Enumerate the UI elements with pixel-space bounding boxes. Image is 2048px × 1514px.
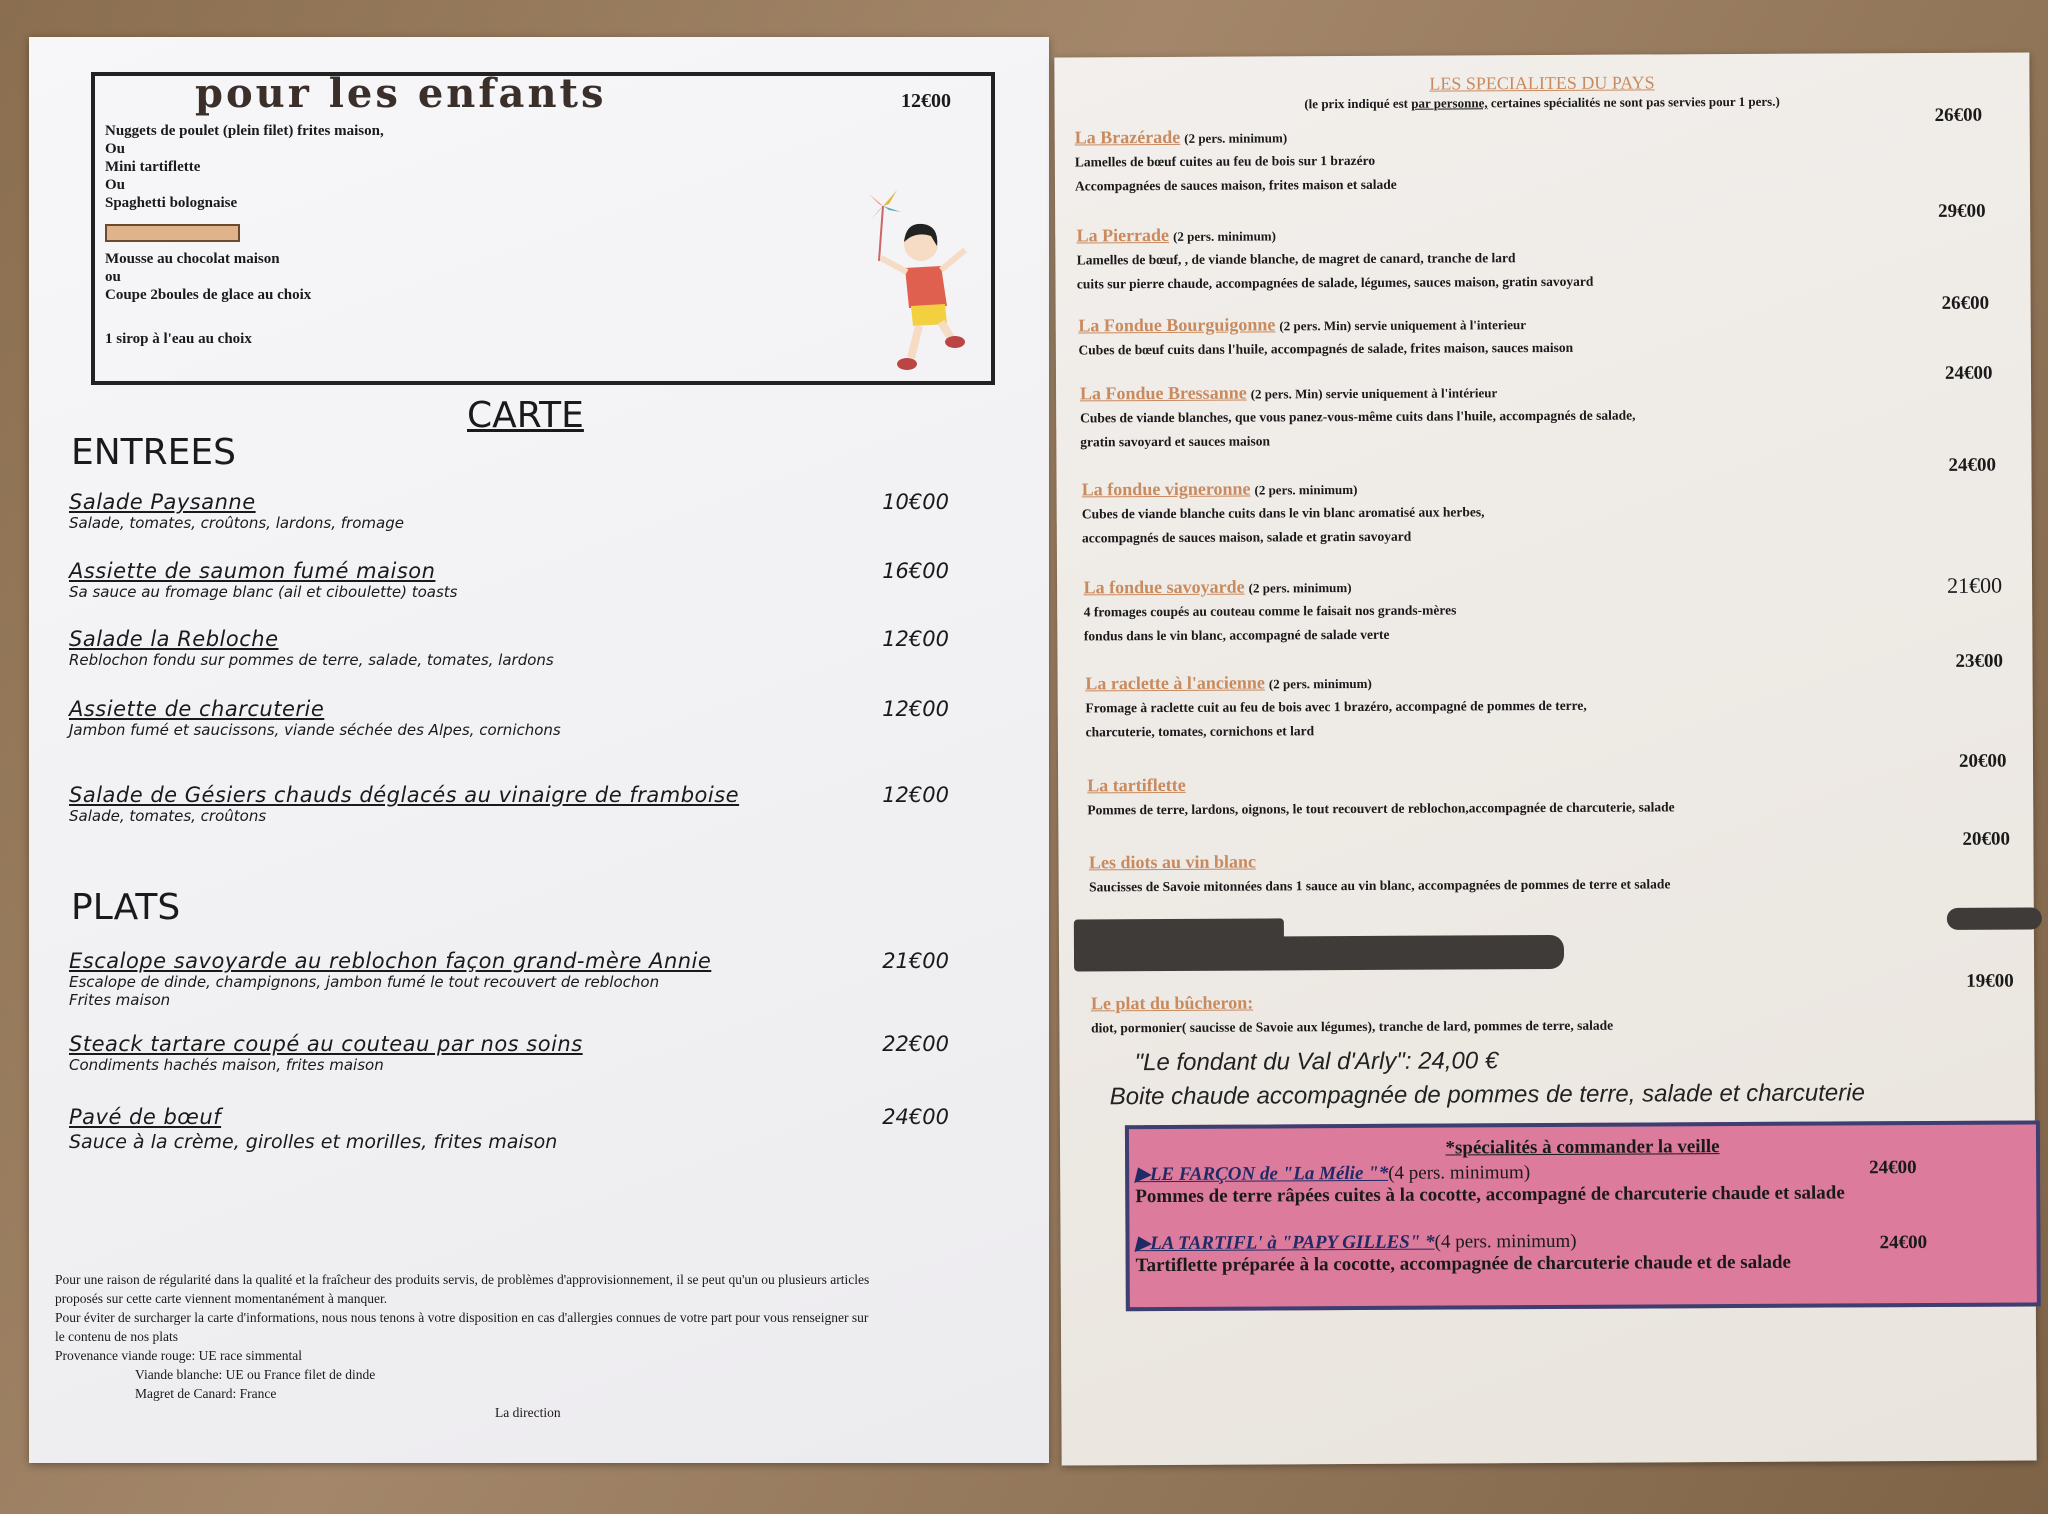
item-name: La fondue savoyarde	[1083, 576, 1245, 598]
item-desc: gratin savoyard et sauces maison	[1080, 433, 1271, 450]
item-name: La Fondue Bourguigonne	[1078, 314, 1276, 336]
item-desc: Salade, tomates, croûtons, lardons, fromage	[69, 514, 404, 532]
item-desc: fondus dans le vin blanc, accompagné de salade verte	[1083, 626, 1390, 644]
signature: La direction	[495, 1405, 561, 1420]
item-name: Pavé de bœuf	[69, 1105, 222, 1129]
kids-menu-box	[91, 72, 995, 385]
item-desc: 4 fromages coupés au couteau comme le faisait nos grands-mères	[1083, 602, 1457, 620]
menu-item	[69, 1105, 1009, 1151]
kids-line: Nuggets de poulet (plein filet) frites maison,	[105, 123, 384, 139]
specialite-item	[1076, 221, 2006, 295]
item-min: (2 pers. minimum)	[1254, 481, 1358, 498]
commander-la-veille-box	[1125, 1120, 2041, 1311]
item-desc: Lamelles de bœuf, , de viande blanche, de magret de canard, tranche de lard	[1076, 250, 1516, 268]
specialite-item	[1091, 989, 2021, 1039]
kids-dessert-line: ou	[105, 269, 121, 285]
item-desc: Sa sauce au fromage blanc (ail et ciboulette) toasts	[69, 583, 458, 601]
item-desc: Cubes de bœuf cuits dans l'huile, accompagnés de salade, frites maison, sauces maison	[1078, 339, 1574, 358]
item-name: Salade de Gésiers chauds déglacés au vinaigre de framboise	[69, 783, 740, 807]
footer-line: Pour éviter de surcharger la carte d'informations, nous nous tenons à votre disposition en cas d'allergies connues de votre part pour vous renseigner sur	[55, 1310, 869, 1325]
item-name: La tartiflette	[1087, 774, 1186, 796]
item-name: La Fondue Bressanne	[1079, 382, 1247, 404]
kids-menu-title: pour les enfants	[195, 70, 607, 117]
item-desc: diot, pormonier( saucisse de Savoie aux légumes), tranche de lard, pommes de terre, salade	[1091, 1017, 1614, 1036]
item-min: (2 pers. minimum)	[1173, 228, 1276, 244]
subtitle-text: (le prix indiqué est	[1304, 95, 1412, 112]
plats-heading: PLATS	[71, 887, 181, 928]
item-desc: Condiments hachés maison, frites maison	[69, 1056, 384, 1074]
kids-line: Mini tartiflette	[105, 159, 201, 175]
item-name: LA TARTIFL' à "PAPY GILLES" *	[1150, 1231, 1435, 1255]
item-desc: Reblochon fondu sur pommes de terre, salade, tomates, lardons	[69, 651, 554, 669]
item-min: (2 pers. minimum)	[1248, 580, 1352, 596]
item-desc: Frites maison	[69, 991, 171, 1009]
item-min: (2 pers. minimum)	[1184, 130, 1288, 146]
specialite-item	[1075, 123, 2005, 197]
kids-dessert-line: Coupe 2boules de glace au choix	[105, 287, 312, 303]
item-desc: Salade, tomates, croûtons	[69, 807, 267, 825]
kids-menu-items	[105, 122, 384, 348]
item-min: (2 pers. Min) servie uniquement à l'interieur	[1279, 317, 1527, 334]
item-name: La Brazérade	[1074, 126, 1181, 148]
footer-line: proposés sur cette carte viennent momentanément à manquer.	[55, 1291, 388, 1306]
specialite-item	[1087, 771, 2017, 821]
item-price: 16€00	[882, 559, 949, 583]
kids-line: Ou	[105, 141, 126, 157]
item-name: Assiette de charcuterie	[69, 697, 325, 721]
item-price: 24€00	[1869, 1157, 1917, 1179]
item-name: La raclette à l'ancienne	[1085, 672, 1265, 694]
item-price: 12€00	[882, 627, 949, 651]
item-price: 24€00	[1944, 362, 1993, 384]
redacted-price-mark	[1947, 907, 2042, 929]
handwritten-note: Boite chaude accompagnée de pommes de terre, salade et charcuterie	[1109, 1079, 1865, 1111]
specialite-item	[1089, 848, 2019, 898]
item-price: 20€00	[1962, 828, 2010, 850]
item-name: La Pierrade	[1076, 224, 1170, 246]
item-name: Steack tartare coupé au couteau par nos soins	[69, 1032, 583, 1056]
kids-drink: 1 sirop à l'eau au choix	[105, 331, 252, 347]
menu-item	[69, 559, 1009, 601]
subtitle-emphasis: par personne,	[1411, 95, 1488, 111]
menu-item	[69, 783, 1009, 825]
item-name: Les diots au vin blanc	[1088, 851, 1257, 873]
item-price: 24€00	[1948, 454, 1997, 476]
item-price: 12€00	[882, 697, 949, 721]
entrees-heading: ENTREES	[71, 432, 237, 473]
handwritten-note: "Le fondant du Val d'Arly": 24,00 €	[1134, 1047, 1499, 1077]
kids-menu-price: 12€00	[901, 90, 951, 112]
item-desc: Cubes de viande blanche cuits dans le vin blanc aromatisé aux herbes,	[1081, 504, 1485, 522]
item-price: 29€00	[1938, 200, 1986, 222]
footer-line: Viande blanche: UE ou France filet de dinde	[135, 1367, 376, 1382]
item-price: 12€00	[882, 783, 949, 807]
item-price: 19€00	[1966, 970, 2014, 992]
item-price: 20€00	[1958, 750, 2007, 772]
item-min: (4 pers. minimum)	[1388, 1162, 1531, 1184]
item-price: 22€00	[882, 1032, 949, 1056]
item-desc: Fromage à raclette cuit au feu de bois avec 1 brazéro, accompagné de pommes de terre,	[1085, 697, 1587, 716]
specialite-item	[1082, 475, 2012, 549]
footer-line: Magret de Canard: France	[135, 1386, 277, 1401]
item-name: Assiette de saumon fumé maison	[69, 559, 436, 583]
specialites-title: LES SPECIALITES DU PAYS	[1429, 72, 1655, 94]
specialite-item	[1085, 669, 2015, 743]
footer-line: Pour une raison de régularité dans la qualité et la fraîcheur des produits servis, de problèmes d'approvisionnement, il se peut qu'un ou plusieurs articles	[55, 1272, 870, 1287]
item-min: (4 pers. minimum)	[1434, 1230, 1577, 1253]
item-desc: Pommes de terre râpées cuites à la cocotte, accompagné de charcuterie chaude et salade	[1135, 1182, 1845, 1208]
item-price: 21€00	[882, 949, 949, 973]
item-desc: Pommes de terre, lardons, oignons, le tout recouvert de reblochon,accompagnée de charcuterie, salade	[1087, 799, 1675, 818]
footer-line: le contenu de nos plats	[55, 1329, 178, 1344]
item-desc: charcuterie, tomates, cornichons et lard	[1085, 723, 1315, 740]
item-desc: Accompagnées de sauces maison, frites maison et salade	[1074, 176, 1397, 194]
item-price: 24€00	[882, 1105, 949, 1129]
item-desc: Tartiflette préparée à la cocotte, accompagnée de charcuterie chaude et de salade	[1135, 1251, 1792, 1277]
item-name: Salade Paysanne	[69, 490, 256, 514]
item-price: 26€00	[1934, 104, 1983, 126]
specialite-item	[1080, 379, 2010, 453]
item-desc: Escalope de dinde, champignons, jambon fumé le tout recouvert de reblochon	[69, 973, 660, 991]
divider-bar	[105, 224, 240, 242]
item-desc: Sauce à la crème, girolles et morilles, frites maison	[69, 1131, 558, 1153]
commander-title: *spécialités à commander la veille	[1445, 1136, 1720, 1159]
menu-item	[69, 697, 1009, 739]
item-name: Le plat du bûcheron:	[1090, 992, 1254, 1014]
item-name: Escalope savoyarde au reblochon façon grand-mère Annie	[69, 949, 712, 973]
item-desc: cuits sur pierre chaude, accompagnées de salade, légumes, sauces maison, gratin savoyard	[1076, 273, 1594, 292]
menu-item	[69, 490, 1009, 532]
redacted-item-mark	[1074, 935, 1564, 972]
triangle-bullet-icon: ▶	[1135, 1233, 1151, 1255]
menu-page-specialites	[1054, 52, 2036, 1465]
item-desc: Cubes de viande blanches, que vous panez-vous-même cuits dans l'huile, accompagnés de salade,	[1080, 407, 1636, 426]
item-price: 24€00	[1879, 1232, 1928, 1254]
item-price: 10€00	[882, 490, 949, 514]
menu-item	[69, 1032, 1009, 1074]
menu-page-carte	[29, 37, 1049, 1463]
item-desc: Jambon fumé et saucissons, viande séchée des Alpes, cornichons	[69, 721, 561, 739]
menu-item	[69, 949, 1009, 1009]
kids-line: Spaghetti bolognaise	[105, 195, 238, 211]
item-desc: accompagnés de sauces maison, salade et gratin savoyard	[1081, 528, 1412, 546]
specialite-item	[1078, 311, 2008, 361]
item-price: 23€00	[1955, 650, 2004, 672]
item-price: 21€00	[1947, 572, 2003, 598]
item-desc: Lamelles de bœuf cuites au feu de bois sur 1 brazéro	[1074, 152, 1376, 170]
child-with-pinwheel-illustration	[861, 186, 971, 376]
kids-dessert-line: Mousse au chocolat maison	[105, 251, 280, 267]
item-desc: Saucisses de Savoie mitonnées dans 1 sauce au vin blanc, accompagnées de pommes de terre et salade	[1089, 876, 1671, 895]
item-name: La fondue vigneronne	[1081, 478, 1251, 500]
item-price: 26€00	[1941, 292, 1990, 314]
kids-line: Ou	[105, 177, 126, 193]
specialite-item	[1084, 573, 2014, 647]
item-name: Salade la Rebloche	[69, 627, 279, 651]
footer-line: Provenance viande rouge: UE race simmental	[55, 1348, 303, 1363]
footer-notice	[55, 1270, 1035, 1422]
item-min: (2 pers. minimum)	[1268, 675, 1372, 692]
item-min: (2 pers. Min) servie uniquement à l'intérieur	[1250, 385, 1498, 402]
menu-item	[69, 627, 1009, 669]
item-name: LE FARÇON de "La Mélie "*	[1149, 1162, 1389, 1186]
carte-title: CARTE	[467, 395, 584, 436]
subtitle-text: certaines spécialités ne sont pas servies pour 1 pers.)	[1487, 93, 1780, 111]
triangle-bullet-icon: ▶	[1135, 1164, 1150, 1186]
